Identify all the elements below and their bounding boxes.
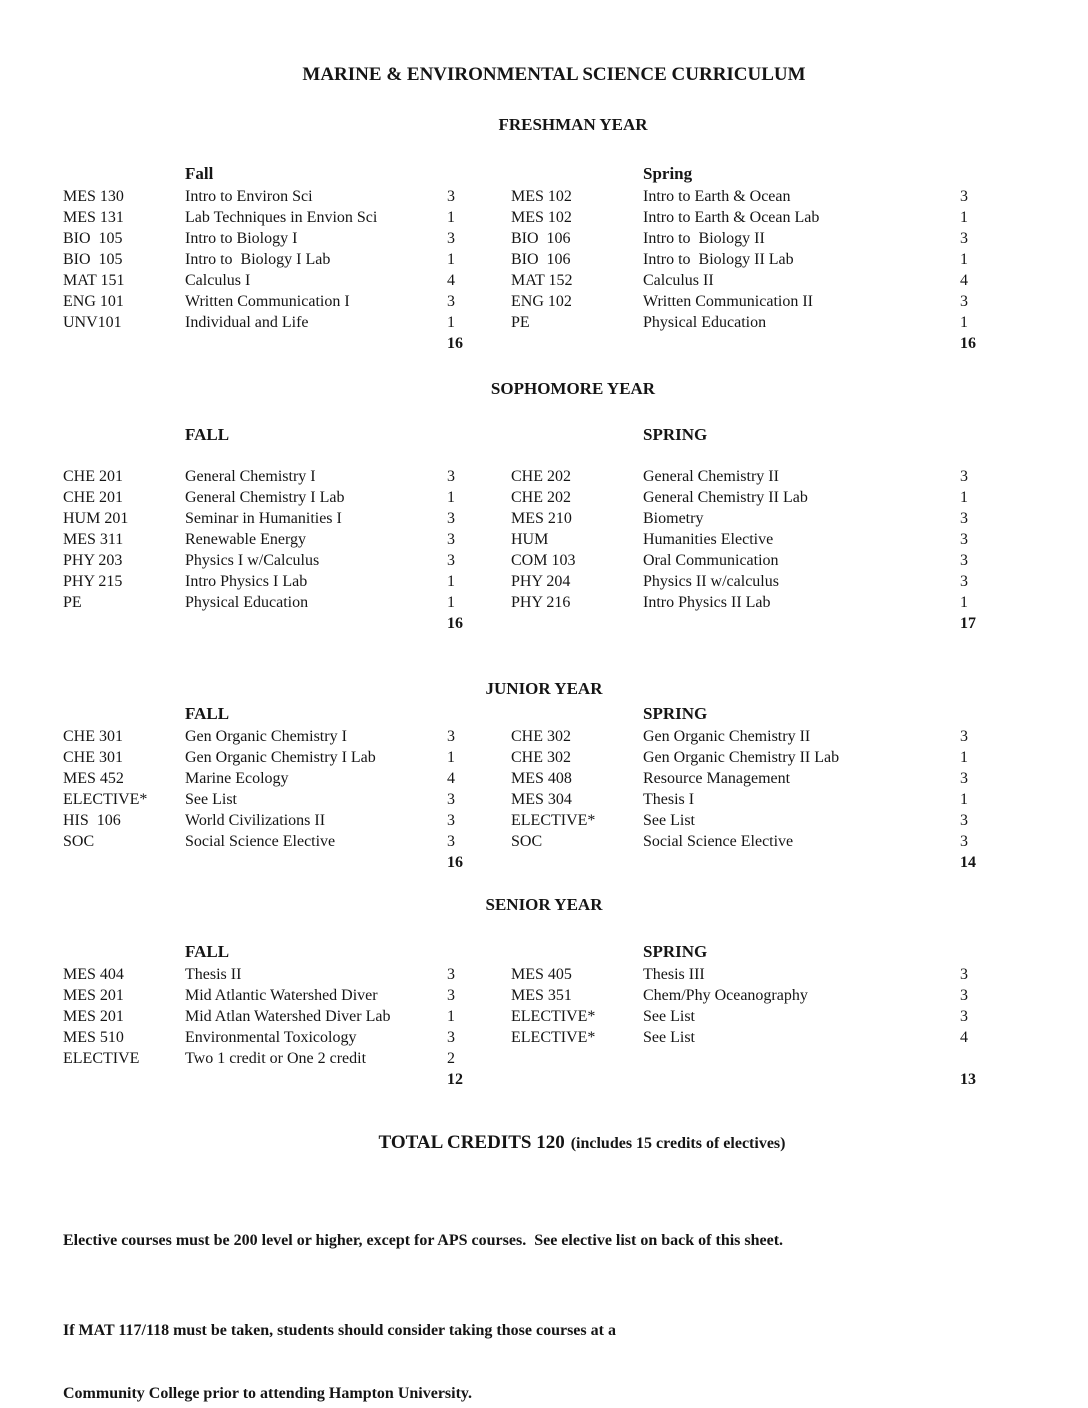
course-title: Physics I w/Calculus — [185, 552, 320, 569]
spacer — [511, 333, 960, 354]
course-title: Gen Organic Chemistry II — [643, 728, 811, 745]
course-code: MES 408 — [511, 770, 572, 787]
course-title: General Chemistry II — [643, 468, 779, 485]
spacer — [63, 1069, 447, 1090]
spacer — [511, 424, 643, 445]
table-row — [511, 1006, 1000, 1027]
table-row — [511, 186, 1000, 207]
fall-total: 16 — [447, 615, 463, 632]
table-row — [63, 1027, 511, 1048]
freshman-semester-headers — [0, 163, 1088, 184]
course-code: MES 404 — [63, 966, 124, 983]
junior-spring-rows — [511, 726, 1000, 852]
course-title: Intro Physics I Lab — [185, 573, 308, 590]
course-credits: 3 — [447, 468, 455, 485]
senior-totals-row — [0, 1069, 1088, 1090]
course-credits: 3 — [960, 573, 968, 590]
course-credits: 3 — [960, 833, 968, 850]
course-code: MES 131 — [63, 209, 124, 226]
mat-note-line-1: If MAT 117/118 must be taken, students should consider taking those courses at a — [63, 1322, 616, 1339]
table-row — [511, 529, 1000, 550]
sophomore-year-heading: SOPHOMORE YEAR — [490, 379, 656, 398]
course-code: MES 130 — [63, 188, 124, 205]
course-credits: 1 — [960, 489, 968, 506]
course-code: CHE 301 — [63, 749, 123, 766]
course-code: COM 103 — [511, 552, 576, 569]
freshman-spring-rows — [511, 186, 1000, 333]
course-title: Marine Ecology — [185, 770, 289, 787]
course-credits: 3 — [447, 188, 455, 205]
course-title: Physical Education — [643, 314, 767, 331]
course-credits: 3 — [447, 791, 455, 808]
course-credits: 3 — [960, 812, 968, 829]
course-code: PHY 215 — [63, 573, 123, 590]
course-title: Renewable Energy — [185, 531, 306, 548]
spring-total: 13 — [960, 1071, 976, 1088]
freshman-totals-row — [0, 333, 1088, 354]
table-row — [63, 291, 511, 312]
course-code: CHE 302 — [511, 728, 571, 745]
junior-year-heading: JUNIOR YEAR — [485, 679, 603, 698]
total-credits-note: (includes 15 credits of electives) — [570, 1135, 786, 1152]
course-title: Intro to Environ Sci — [185, 188, 313, 205]
course-code: ELECTIVE — [63, 1050, 140, 1067]
course-code: ELECTIVE* — [63, 791, 148, 808]
course-title: Written Communication I — [185, 293, 350, 310]
course-title: General Chemistry II Lab — [643, 489, 808, 506]
course-code: HIS 106 — [63, 812, 121, 829]
fall-column-header: FALL — [185, 704, 230, 723]
spring-column-header: SPRING — [643, 704, 708, 723]
table-row — [511, 985, 1000, 1006]
course-credits: 1 — [960, 749, 968, 766]
course-credits: 3 — [447, 531, 455, 548]
total-credits-line — [0, 1107, 1088, 1180]
course-title: Intro to Biology I — [185, 230, 298, 247]
course-title: General Chemistry I — [185, 468, 316, 485]
fall-total: 16 — [447, 854, 463, 871]
table-row — [511, 810, 1000, 831]
spring-total: 14 — [960, 854, 976, 871]
section-senior-year — [0, 894, 1088, 1090]
table-row — [63, 207, 511, 228]
spacer — [63, 852, 447, 873]
table-row — [63, 592, 511, 613]
course-title: Seminar in Humanities I — [185, 510, 342, 527]
course-code: BIO 105 — [63, 251, 123, 268]
course-title: Thesis III — [643, 966, 705, 983]
course-title: Resource Management — [643, 770, 791, 787]
table-row — [511, 228, 1000, 249]
section-freshman-year — [0, 114, 1088, 354]
table-row — [63, 270, 511, 291]
sophomore-totals-row — [0, 613, 1088, 634]
course-code: CHE 202 — [511, 468, 571, 485]
course-code: MES 405 — [511, 966, 572, 983]
table-row — [63, 571, 511, 592]
course-credits: 3 — [960, 552, 968, 569]
course-title: Gen Organic Chemistry II Lab — [643, 749, 840, 766]
course-title: Gen Organic Chemistry I — [185, 728, 347, 745]
course-title: Intro to Biology II — [643, 230, 765, 247]
spacer — [511, 613, 960, 634]
table-row — [511, 831, 1000, 852]
table-row — [63, 831, 511, 852]
senior-year-heading: SENIOR YEAR — [485, 895, 603, 914]
course-title: Mid Atlan Watershed Diver Lab — [185, 1008, 391, 1025]
course-credits: 1 — [960, 209, 968, 226]
course-title: Calculus II — [643, 272, 714, 289]
mat-note-line-2: Community College prior to attending Hampton University. — [63, 1385, 473, 1402]
course-title: Social Science Elective — [643, 833, 794, 850]
table-row — [511, 592, 1000, 613]
course-code: CHE 302 — [511, 749, 571, 766]
course-code: HUM — [511, 531, 549, 548]
course-credits: 3 — [447, 230, 455, 247]
senior-fall-rows — [63, 964, 511, 1069]
junior-semester-headers — [0, 703, 1088, 724]
fall-total: 12 — [447, 1071, 463, 1088]
table-row — [511, 487, 1000, 508]
course-title: Gen Organic Chemistry I Lab — [185, 749, 376, 766]
elective-note: Elective courses must be 200 level or higher, except for APS courses. See elective list on back of this sheet. — [63, 1232, 784, 1249]
course-code: CHE 201 — [63, 468, 123, 485]
fall-column-header: FALL — [185, 942, 230, 961]
table-row — [511, 249, 1000, 270]
table-row — [63, 529, 511, 550]
table-row — [63, 726, 511, 747]
course-code: SOC — [63, 833, 95, 850]
course-code: PHY 216 — [511, 594, 571, 611]
course-title: General Chemistry I Lab — [185, 489, 345, 506]
table-row — [511, 291, 1000, 312]
course-title: Two 1 credit or One 2 credit — [185, 1050, 367, 1067]
course-credits: 1 — [960, 251, 968, 268]
spacer — [63, 703, 185, 724]
table-row — [511, 466, 1000, 487]
course-code: CHE 202 — [511, 489, 571, 506]
course-code: MES 102 — [511, 209, 572, 226]
course-credits: 1 — [447, 314, 455, 331]
freshman-year-heading: FRESHMAN YEAR — [498, 115, 648, 134]
course-credits: 1 — [447, 594, 455, 611]
course-credits: 3 — [960, 230, 968, 247]
course-code: ELECTIVE* — [511, 1029, 596, 1046]
course-code: ENG 101 — [63, 293, 124, 310]
course-code: ENG 102 — [511, 293, 572, 310]
course-credits: 1 — [447, 573, 455, 590]
course-code: PE — [63, 594, 82, 611]
course-credits: 1 — [960, 791, 968, 808]
course-code: MES 510 — [63, 1029, 124, 1046]
course-title: Humanities Elective — [643, 531, 774, 548]
course-credits: 2 — [447, 1050, 455, 1067]
total-credits-value: TOTAL CREDITS 120 — [378, 1132, 565, 1153]
course-title: Thesis II — [185, 966, 242, 983]
table-row — [511, 747, 1000, 768]
sophomore-semester-headers — [0, 424, 1088, 445]
spacer — [63, 941, 185, 962]
course-credits: 1 — [447, 749, 455, 766]
course-title: Thesis I — [643, 791, 695, 808]
course-title: See List — [643, 1029, 695, 1046]
table-row — [511, 1027, 1000, 1048]
course-code: ELECTIVE* — [511, 1008, 596, 1025]
table-row — [63, 985, 511, 1006]
course-credits: 3 — [447, 728, 455, 745]
spacer — [511, 703, 643, 724]
course-credits: 1 — [447, 209, 455, 226]
course-code: PHY 204 — [511, 573, 571, 590]
senior-course-table — [0, 964, 1088, 1069]
course-title: Physics II w/calculus — [643, 573, 779, 590]
course-credits: 3 — [960, 188, 968, 205]
table-row — [63, 550, 511, 571]
junior-fall-rows — [63, 726, 511, 852]
sophomore-fall-rows — [63, 466, 511, 613]
course-title: Physical Education — [185, 594, 309, 611]
course-credits: 3 — [960, 531, 968, 548]
table-row — [63, 487, 511, 508]
course-code: MES 351 — [511, 987, 572, 1004]
table-row — [511, 768, 1000, 789]
freshman-fall-rows — [63, 186, 511, 333]
course-code: MAT 152 — [511, 272, 573, 289]
table-row — [511, 726, 1000, 747]
course-credits: 3 — [960, 728, 968, 745]
course-title: Chem/Phy Oceanography — [643, 987, 808, 1004]
course-title: Environmental Toxicology — [185, 1029, 357, 1046]
table-row — [63, 1006, 511, 1027]
course-credits: 1 — [447, 1008, 455, 1025]
table-row — [511, 508, 1000, 529]
course-title: See List — [643, 1008, 695, 1025]
table-row — [63, 249, 511, 270]
course-credits: 1 — [960, 594, 968, 611]
table-row — [63, 789, 511, 810]
sophomore-spring-rows — [511, 466, 1000, 613]
course-title: Calculus I — [185, 272, 251, 289]
course-code: BIO 106 — [511, 230, 571, 247]
course-code: UNV101 — [63, 314, 122, 331]
course-title: Mid Atlantic Watershed Diver — [185, 987, 378, 1004]
course-title: Intro Physics II Lab — [643, 594, 771, 611]
fall-column-header: Fall — [185, 164, 214, 183]
course-code: HUM 201 — [63, 510, 129, 527]
table-row — [63, 228, 511, 249]
course-credits: 3 — [447, 987, 455, 1004]
table-row — [63, 466, 511, 487]
sophomore-course-table — [0, 466, 1088, 613]
spring-column-header: Spring — [643, 164, 693, 183]
spacer — [63, 613, 447, 634]
table-row — [511, 312, 1000, 333]
table-row — [511, 550, 1000, 571]
course-code: MES 201 — [63, 1008, 124, 1025]
table-row — [63, 810, 511, 831]
course-code: MES 311 — [63, 531, 124, 548]
spacer — [511, 852, 960, 873]
section-sophomore-year — [0, 378, 1088, 634]
course-credits: 3 — [447, 1029, 455, 1046]
course-credits: 1 — [960, 314, 968, 331]
table-row — [511, 207, 1000, 228]
course-code: BIO 106 — [511, 251, 571, 268]
table-row — [63, 747, 511, 768]
senior-semester-headers — [0, 941, 1088, 962]
course-credits: 3 — [960, 468, 968, 485]
spring-total: 17 — [960, 615, 976, 632]
table-row — [63, 768, 511, 789]
course-code: PHY 203 — [63, 552, 123, 569]
course-code: MES 304 — [511, 791, 572, 808]
freshman-course-table — [0, 186, 1088, 333]
spacer — [511, 163, 643, 184]
course-code: CHE 301 — [63, 728, 123, 745]
table-row — [511, 789, 1000, 810]
course-credits: 3 — [447, 966, 455, 983]
page-title: MARINE & ENVIRONMENTAL SCIENCE CURRICULUM — [302, 64, 806, 85]
course-title: See List — [643, 812, 695, 829]
course-code: BIO 105 — [63, 230, 123, 247]
course-title: World Civilizations II — [185, 812, 326, 829]
course-title: Intro to Biology I Lab — [185, 251, 331, 268]
course-credits: 3 — [447, 293, 455, 310]
course-credits: 3 — [447, 510, 455, 527]
spring-total: 16 — [960, 335, 976, 352]
course-credits: 3 — [960, 510, 968, 527]
course-credits: 3 — [960, 770, 968, 787]
course-code: MAT 151 — [63, 272, 125, 289]
course-credits: 4 — [960, 1029, 968, 1046]
spacer — [511, 1069, 960, 1090]
spacer — [63, 333, 447, 354]
course-credits: 4 — [447, 770, 455, 787]
spring-column-header: SPRING — [643, 425, 708, 444]
course-credits: 3 — [447, 833, 455, 850]
course-credits: 1 — [447, 251, 455, 268]
spacer — [63, 424, 185, 445]
course-credits: 4 — [447, 272, 455, 289]
course-credits: 3 — [447, 552, 455, 569]
table-row — [63, 964, 511, 985]
course-code: PE — [511, 314, 530, 331]
table-row — [63, 186, 511, 207]
course-code: SOC — [511, 833, 543, 850]
course-code: CHE 201 — [63, 489, 123, 506]
course-code: MES 102 — [511, 188, 572, 205]
course-title: Lab Techniques in Envion Sci — [185, 209, 378, 226]
spacer — [511, 941, 643, 962]
section-junior-year — [0, 678, 1088, 873]
course-credits: 3 — [447, 812, 455, 829]
course-title: Written Communication II — [643, 293, 813, 310]
fall-column-header: FALL — [185, 425, 230, 444]
table-row — [63, 1048, 511, 1069]
senior-spring-rows — [511, 964, 1000, 1048]
course-credits: 4 — [960, 272, 968, 289]
fall-total: 16 — [447, 335, 463, 352]
course-title: Intro to Biology II Lab — [643, 251, 794, 268]
table-row — [511, 571, 1000, 592]
course-credits: 3 — [960, 1008, 968, 1025]
table-row — [511, 964, 1000, 985]
mat-note — [0, 1278, 1088, 1408]
course-title: Individual and Life — [185, 314, 309, 331]
course-code: MES 452 — [63, 770, 124, 787]
course-title: See List — [185, 791, 237, 808]
table-row — [63, 312, 511, 333]
course-credits: 3 — [960, 293, 968, 310]
spring-column-header: SPRING — [643, 942, 708, 961]
table-row — [63, 508, 511, 529]
course-title: Biometry — [643, 510, 704, 527]
junior-course-table — [0, 726, 1088, 852]
spacer — [63, 163, 185, 184]
course-code: MES 201 — [63, 987, 124, 1004]
course-code: ELECTIVE* — [511, 812, 596, 829]
course-credits: 3 — [960, 987, 968, 1004]
course-credits: 3 — [960, 966, 968, 983]
course-title: Social Science Elective — [185, 833, 336, 850]
course-title: Intro to Earth & Ocean Lab — [643, 209, 820, 226]
course-credits: 1 — [447, 489, 455, 506]
course-title: Oral Communication — [643, 552, 779, 569]
junior-totals-row — [0, 852, 1088, 873]
table-row — [511, 270, 1000, 291]
course-title: Intro to Earth & Ocean — [643, 188, 791, 205]
course-code: MES 210 — [511, 510, 572, 527]
